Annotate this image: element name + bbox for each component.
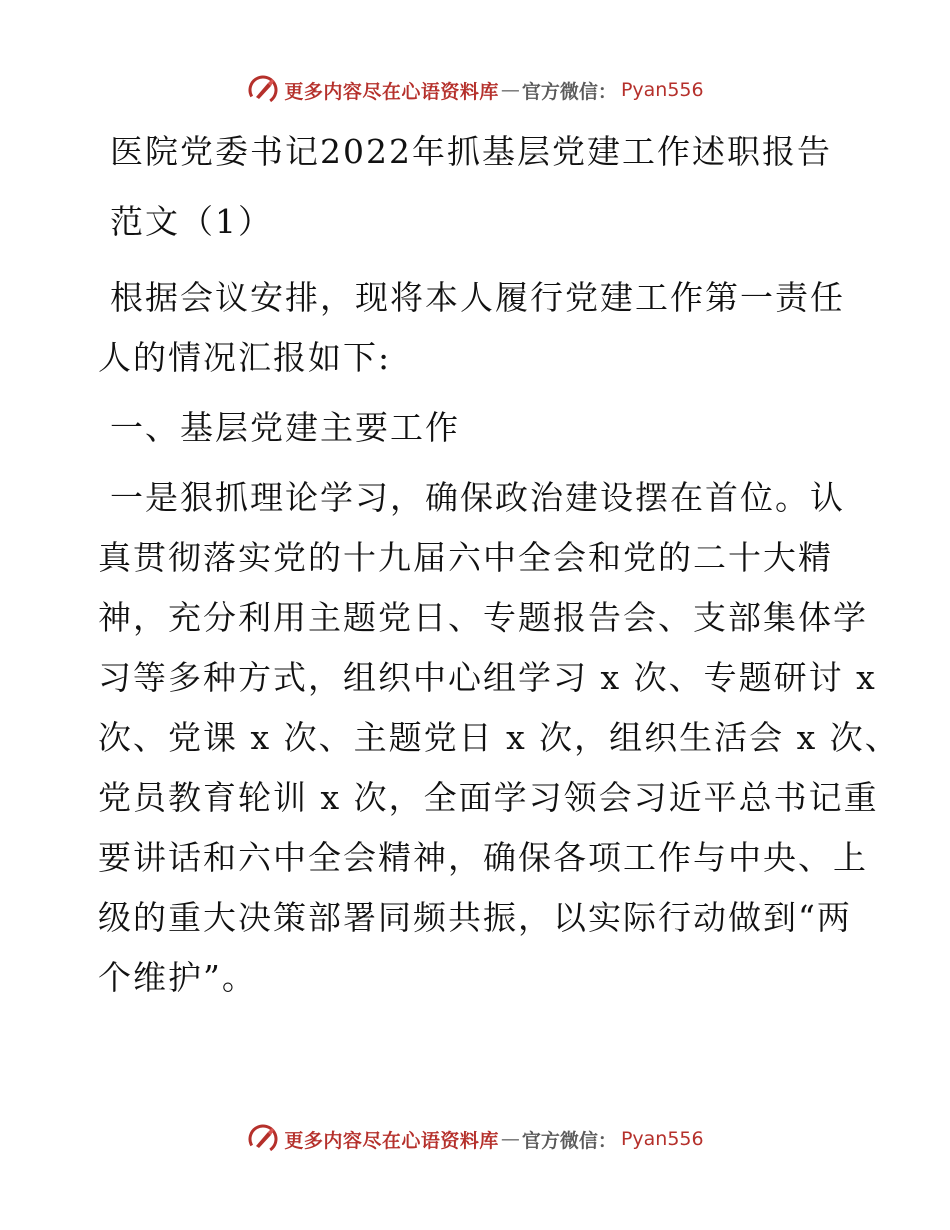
watermark-wechat-id: Pyan556 <box>620 1128 704 1150</box>
watermark-separator: — <box>500 1128 520 1150</box>
document-body <box>98 122 900 1008</box>
document-title-line-1: 医院党委书记2022年抓基层党建工作述职报告 <box>110 132 832 171</box>
watermark-main-text: 更多内容尽在心语资料库 <box>284 80 499 103</box>
document-title-line-2: 范文（1） <box>110 202 273 241</box>
paragraph-line-5: 次、党课 x 次、主题党日 x 次，组织生活会 x 次、 <box>98 718 900 757</box>
paragraph-line-2: 真贯彻落实党的十九届六中全会和党的二十大精 <box>98 538 833 577</box>
watermark-main-text: 更多内容尽在心语资料库 <box>284 1129 499 1152</box>
intro-line-1: 根据会议安排，现将本人履行党建工作第一责任 <box>110 278 845 317</box>
watermark-label: 官方微信： <box>521 1129 617 1152</box>
watermark-label: 官方微信： <box>521 80 617 103</box>
brush-pen-logo-icon <box>246 1122 280 1156</box>
header-watermark <box>0 70 950 110</box>
watermark-separator: — <box>500 79 520 101</box>
paragraph-line-4: 习等多种方式，组织中心组学习 x 次、专题研讨 x <box>98 658 877 697</box>
section-heading: 一、基层党建主要工作 <box>110 408 460 447</box>
paragraph-line-9: 个维护”。 <box>98 958 257 997</box>
watermark-wechat-id: Pyan556 <box>620 79 704 101</box>
paragraph-line-3: 神，充分利用主题党日、专题报告会、支部集体学 <box>98 598 868 637</box>
brush-pen-logo-icon <box>246 73 280 107</box>
paragraph-line-6: 党员教育轮训 x 次，全面学习领会习近平总书记重 <box>98 778 879 817</box>
footer-watermark <box>0 1119 950 1159</box>
intro-line-2: 人的情况汇报如下: <box>98 338 392 377</box>
paragraph-line-1: 一是狠抓理论学习，确保政治建设摆在首位。认 <box>110 478 845 517</box>
paragraph-line-8: 级的重大决策部署同频共振，以实际行动做到“两 <box>98 898 852 937</box>
paragraph-line-7: 要讲话和六中全会精神，确保各项工作与中央、上 <box>98 838 868 877</box>
